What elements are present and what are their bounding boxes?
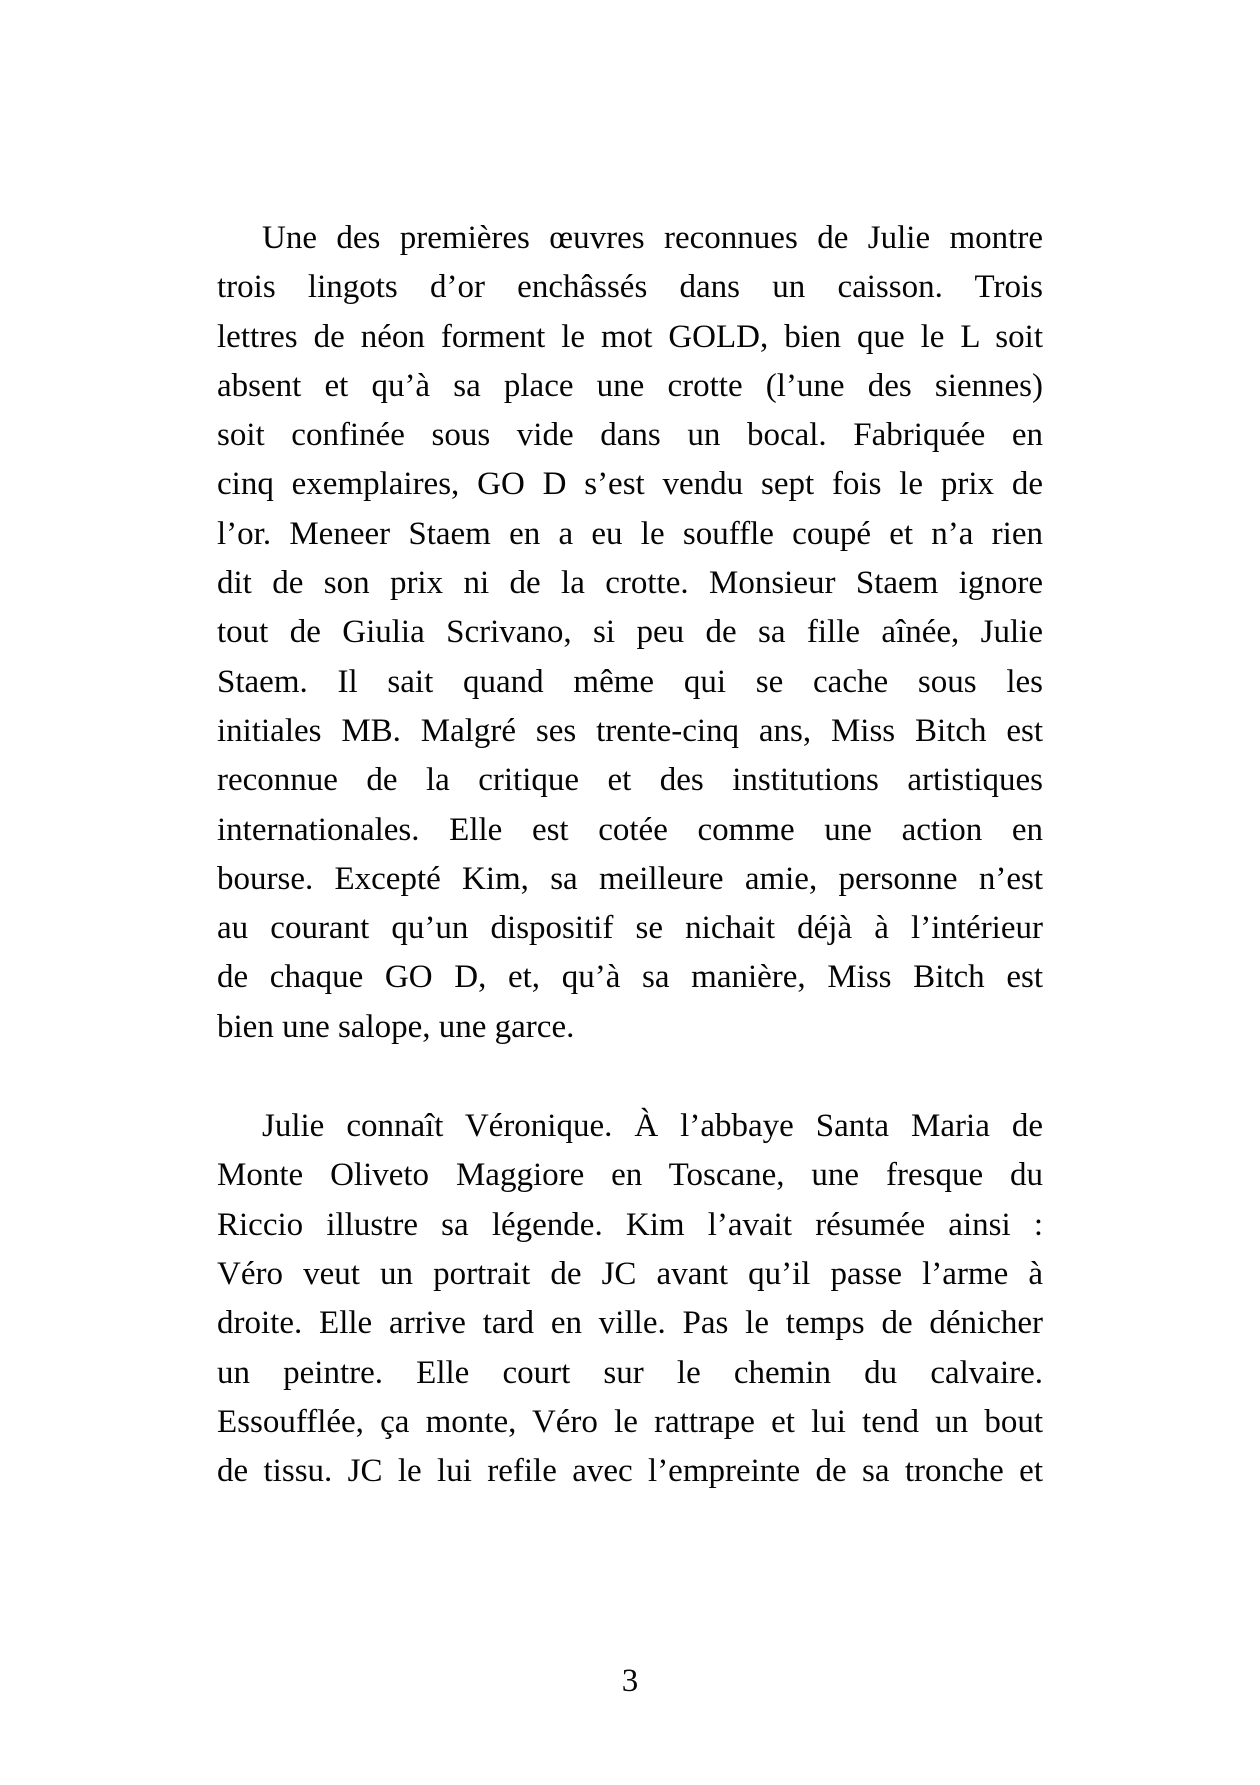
text-line: initiales MB. Malgré ses trente-cinq ans, Miss Bitch est (217, 712, 1043, 749)
text-line: internationales. Elle est cotée comme une action en (217, 811, 1043, 848)
text-line: Monte Oliveto Maggiore en Toscane, une fresque du (217, 1157, 1043, 1194)
text-block (217, 214, 1043, 1496)
page-footer (217, 1657, 1043, 1706)
text-line: soit confinée sous vide dans un bocal. Fabriquée en (217, 417, 1043, 454)
text-line: Véro veut un portrait de JC avant qu’il passe l’arme à (217, 1255, 1043, 1292)
text-line: bourse. Excepté Kim, sa meilleure amie, personne n’est (217, 860, 1043, 897)
text-line: au courant qu’un dispositif se nichait déjà à l’intérieur (217, 910, 1043, 947)
text-line: Une des premières œuvres reconnues de Julie montre (262, 220, 1043, 256)
text-line: un peintre. Elle court sur le chemin du calvaire. (217, 1354, 1043, 1391)
text-line: Staem. Il sait quand même qui se cache sous les (217, 663, 1043, 700)
text-line: bien une salope, une garce. (217, 1008, 575, 1045)
text-line: absent et qu’à sa place une crotte (l’une des siennes) (217, 367, 1043, 404)
text-line: Julie connaît Véronique. À l’abbaye Santa Maria de (262, 1108, 1043, 1145)
text-line: cinq exemplaires, GO D s’est vendu sept fois le prix de (217, 466, 1043, 503)
text-line: de tissu. JC le lui refile avec l’empreinte de sa tronche et (217, 1453, 1043, 1490)
text-line: de chaque GO D, et, qu’à sa manière, Miss Bitch est (217, 959, 1043, 996)
text-line: l’or. Meneer Staem en a eu le souffle coupé et n’a rien (217, 515, 1043, 552)
paragraph-2 (217, 1102, 1043, 1496)
text-line: droite. Elle arrive tard en ville. Pas le temps de dénicher (217, 1305, 1043, 1342)
text-line: trois lingots d’or enchâssés dans un caisson. Trois (217, 269, 1043, 306)
text-line: lettres de néon forment le mot GOLD, bien que le L soit (217, 318, 1043, 355)
text-line: reconnue de la critique et des institutions artistiques (217, 762, 1043, 799)
paragraph-1 (217, 214, 1043, 1052)
text-line: dit de son prix ni de la crotte. Monsieur Staem ignore (217, 565, 1043, 602)
text-line: tout de Giulia Scrivano, si peu de sa fille aînée, Julie (217, 614, 1043, 651)
text-line: Essoufflée, ça monte, Véro le rattrape et lui tend un bout (217, 1403, 1043, 1440)
text-line: Riccio illustre sa légende. Kim l’avait résumée ainsi : (217, 1206, 1043, 1243)
page-number: 3 (621, 1663, 639, 1699)
